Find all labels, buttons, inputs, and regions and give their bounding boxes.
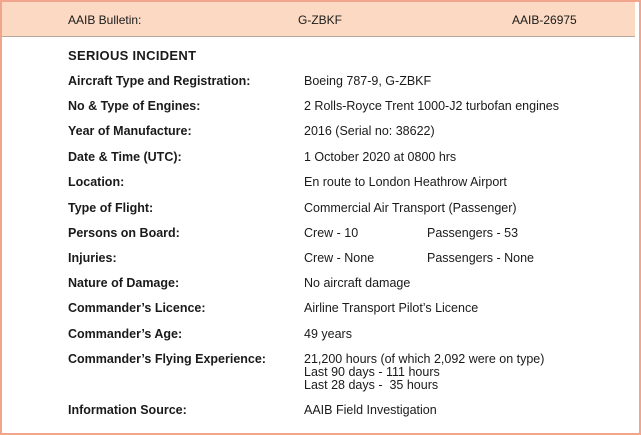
location-value: En route to London Heathrow Airport bbox=[304, 175, 507, 189]
bulletin-header bbox=[2, 2, 635, 37]
location-label: Location: bbox=[68, 175, 125, 189]
damage-value: No aircraft damage bbox=[304, 276, 411, 290]
injuries-crew: Crew - None bbox=[304, 251, 375, 265]
engines-label: No & Type of Engines: bbox=[68, 99, 201, 113]
experience-last-28: Last 28 days - 35 hours bbox=[304, 378, 439, 392]
licence-value: Airline Transport Pilot’s Licence bbox=[304, 301, 479, 315]
damage-label: Nature of Damage: bbox=[68, 276, 180, 290]
licence-label: Commander’s Licence: bbox=[68, 301, 206, 315]
bulletin-label: AAIB Bulletin: bbox=[68, 13, 142, 27]
persons-passengers: Passengers - 53 bbox=[427, 226, 519, 240]
age-label: Commander’s Age: bbox=[68, 327, 183, 341]
bulletin-reference: AAIB-26975 bbox=[512, 13, 577, 27]
aircraft-label: Aircraft Type and Registration: bbox=[68, 74, 251, 88]
flight-type-value: Commercial Air Transport (Passenger) bbox=[304, 201, 517, 215]
injuries-passengers: Passengers - None bbox=[427, 251, 535, 265]
flight-type-label: Type of Flight: bbox=[68, 201, 154, 215]
datetime-label: Date & Time (UTC): bbox=[68, 150, 182, 164]
year-value: 2016 (Serial no: 38622) bbox=[304, 124, 435, 138]
header-registration: G-ZBKF bbox=[298, 13, 342, 27]
source-label: Information Source: bbox=[68, 403, 187, 417]
year-label: Year of Manufacture: bbox=[68, 124, 192, 138]
datetime-value: 1 October 2020 at 0800 hrs bbox=[304, 150, 457, 164]
age-value: 49 years bbox=[304, 327, 352, 341]
engines-value: 2 Rolls-Royce Trent 1000-J2 turbofan engines bbox=[304, 99, 560, 113]
experience-total: 21,200 hours (of which 2,092 were on type) bbox=[304, 352, 545, 366]
experience-label: Commander’s Flying Experience: bbox=[68, 352, 266, 366]
section-title: SERIOUS INCIDENT bbox=[68, 48, 197, 63]
persons-crew: Crew - 10 bbox=[304, 226, 359, 240]
persons-label: Persons on Board: bbox=[68, 226, 180, 240]
experience-last-90: Last 90 days - 111 hours bbox=[304, 365, 440, 379]
injuries-label: Injuries: bbox=[68, 251, 117, 265]
aircraft-value: Boeing 787-9, G-ZBKF bbox=[304, 74, 432, 88]
source-value: AAIB Field Investigation bbox=[304, 403, 437, 417]
